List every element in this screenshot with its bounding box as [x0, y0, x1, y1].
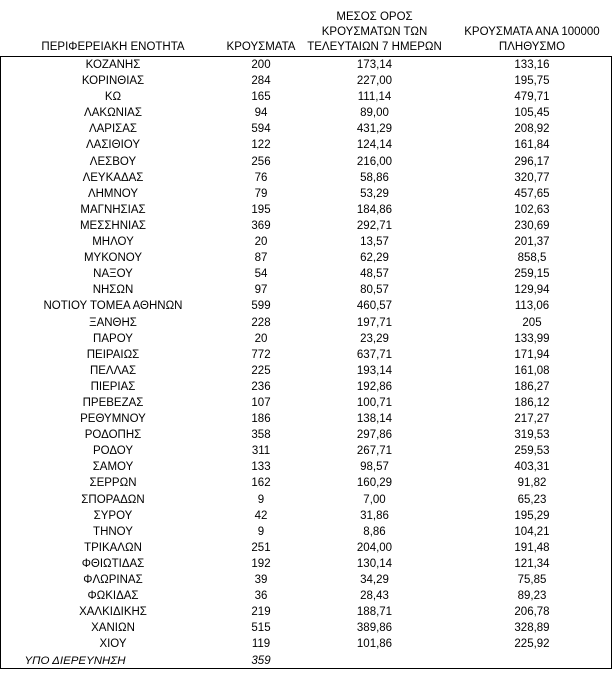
cell-cases: 228 — [251, 316, 271, 329]
cell-cases: 119 — [251, 638, 271, 651]
cell-avg: 188,71 — [356, 606, 393, 619]
cell-avg: 292,71 — [356, 219, 393, 232]
header-avg-line-3: ΤΕΛΕΥΤΑΙΩΝ 7 ΗΜΕΡΩΝ — [307, 41, 442, 53]
cell-cases: 133 — [251, 461, 271, 474]
cell-avg: 192,86 — [356, 380, 393, 393]
table-row — [0, 427, 615, 443]
cell-region: ΞΑΝΘΗΣ — [89, 316, 137, 329]
table-row — [0, 572, 615, 588]
cell-avg: 297,86 — [356, 429, 393, 442]
cell-cases: 219 — [251, 606, 271, 619]
cell-region: ΚΟΡΙΝΘΙΑΣ — [81, 75, 145, 88]
cell-cases: 599 — [251, 300, 271, 313]
cell-avg: 173,14 — [356, 59, 393, 71]
cell-cases: 20 — [254, 236, 268, 249]
table-body — [0, 57, 615, 652]
table-row — [0, 315, 615, 331]
cell-avg: 184,86 — [356, 203, 393, 216]
cell-avg: 216,00 — [356, 155, 393, 168]
cell-avg: 62,29 — [360, 252, 389, 265]
cell-cases: 594 — [251, 123, 271, 136]
cell-region: ΛΑΚΩΝΙΑΣ — [84, 107, 142, 120]
header-avg-line-2: ΚΡΟΥΣΜΑΤΩΝ ΤΩΝ — [321, 26, 428, 38]
cell-region: ΧΙΟΥ — [99, 638, 127, 651]
cell-region: ΡΟΔΟΥ — [92, 445, 134, 458]
cell-per: 161,84 — [514, 139, 550, 152]
cell-avg: 138,14 — [356, 413, 393, 426]
cell-cases: 162 — [251, 477, 271, 490]
cell-region: ΛΑΣΙΘΙΟΥ — [85, 139, 141, 152]
cell-per: 296,17 — [514, 155, 550, 168]
table-row — [0, 73, 615, 89]
cell-avg: 53,29 — [360, 187, 389, 200]
cell-per: 195,29 — [514, 509, 550, 522]
table-row — [0, 443, 615, 459]
cell-per: 230,69 — [514, 219, 550, 232]
footer-cases: 359 — [251, 655, 271, 667]
header-per-line-1: ΚΡΟΥΣΜΑΤΑ ΑΝΑ 100000 — [464, 26, 600, 38]
cell-cases: 186 — [251, 413, 271, 426]
cell-cases: 358 — [251, 429, 271, 442]
cell-region: ΜΕΣΣΗΝΙΑΣ — [79, 219, 147, 232]
cell-avg: 80,57 — [360, 284, 389, 297]
table-row — [0, 379, 615, 395]
table-bottom-border — [0, 668, 612, 669]
cell-region: ΛΕΣΒΟΥ — [89, 155, 137, 168]
table-row — [0, 363, 615, 379]
cell-per: 479,71 — [514, 91, 550, 104]
cell-per: 217,27 — [514, 413, 550, 426]
cell-region: ΠΙΕΡΙΑΣ — [90, 380, 136, 393]
table-row — [0, 620, 615, 636]
table-row — [0, 411, 615, 427]
cell-per: 328,89 — [514, 622, 550, 635]
cell-cases: 165 — [251, 91, 271, 104]
cell-per: 133,99 — [514, 332, 550, 345]
cell-region: ΤΗΝΟΥ — [93, 525, 133, 538]
cell-avg: 8,86 — [363, 525, 386, 538]
cell-per: 186,12 — [514, 396, 550, 409]
cell-per: 102,63 — [514, 203, 550, 216]
cell-per: 403,31 — [514, 461, 550, 474]
cell-region: ΛΕΥΚΑΔΑΣ — [82, 171, 144, 184]
cell-region: ΧΑΝΙΩΝ — [91, 622, 135, 635]
table-row — [0, 89, 615, 105]
cell-region: ΦΘΙΩΤΙΔΑΣ — [81, 557, 145, 570]
table-row — [0, 604, 615, 620]
table-row — [0, 298, 615, 314]
cell-per: 129,94 — [514, 284, 550, 297]
cell-cases: 20 — [254, 332, 268, 345]
table-row — [0, 636, 615, 652]
cell-region: ΜΗΛΟΥ — [92, 236, 134, 249]
cell-avg: 124,14 — [356, 139, 393, 152]
table-row — [0, 250, 615, 266]
cell-per: 171,94 — [514, 348, 550, 361]
cell-cases: 311 — [251, 445, 271, 458]
cell-per: 195,75 — [514, 75, 550, 88]
cell-per: 206,78 — [514, 606, 550, 619]
cell-avg: 28,43 — [360, 590, 389, 603]
cell-avg: 100,71 — [356, 396, 393, 409]
cell-avg: 431,29 — [356, 123, 393, 136]
cell-cases: 36 — [254, 590, 268, 603]
header-avg-line-1: ΜΕΣΟΣ ΟΡΟΣ — [336, 11, 413, 23]
cell-region: ΣΑΜΟΥ — [92, 461, 134, 474]
table-row — [0, 475, 615, 491]
table-row — [0, 331, 615, 347]
cell-region: ΧΑΛΚΙΔΙΚΗΣ — [79, 606, 147, 619]
table-row — [0, 186, 615, 202]
cell-cases: 122 — [251, 139, 271, 152]
table-row — [0, 459, 615, 475]
cell-avg: 98,57 — [360, 461, 389, 474]
cell-per: 191,48 — [514, 541, 550, 554]
cell-cases: 236 — [251, 380, 271, 393]
cell-cases: 87 — [254, 252, 268, 265]
cell-per: 259,15 — [514, 268, 550, 281]
table-row — [0, 540, 615, 556]
cell-region: ΠΑΡΟΥ — [93, 332, 133, 345]
cell-cases: 107 — [251, 396, 271, 409]
cell-per: 104,21 — [514, 525, 550, 538]
table-row — [0, 170, 615, 186]
table-row — [0, 234, 615, 250]
cell-region: ΦΛΩΡΙΝΑΣ — [83, 574, 143, 586]
table-row — [0, 137, 615, 153]
cell-region: ΤΡΙΚΑΛΩΝ — [84, 541, 142, 554]
cell-region: ΦΩΚΙΔΑΣ — [87, 590, 139, 603]
cell-cases: 94 — [254, 107, 268, 120]
header-cases-per-100k — [452, 25, 612, 55]
table-row — [0, 508, 615, 524]
table-row — [0, 588, 615, 604]
cell-region: ΠΕΙΡΑΙΩΣ — [86, 348, 140, 361]
cell-avg: 58,86 — [360, 171, 389, 184]
table-row — [0, 266, 615, 282]
cell-region: ΜΑΓΝΗΣΙΑΣ — [80, 203, 146, 216]
cell-region: ΜΥΚΟΝΟΥ — [83, 252, 143, 265]
cell-per: 89,23 — [517, 590, 547, 603]
table-row — [0, 154, 615, 170]
table-row — [0, 218, 615, 234]
table-row — [0, 202, 615, 218]
table-row — [0, 347, 615, 363]
cell-region: ΛΑΡΙΣΑΣ — [88, 123, 138, 136]
cell-per: 457,65 — [514, 187, 550, 200]
cell-region: ΝΟΤΙΟΥ ΤΟΜΕΑ ΑΘΗΝΩΝ — [43, 300, 183, 313]
table-row — [0, 492, 615, 508]
cell-per: 201,37 — [514, 236, 550, 249]
cell-cases: 9 — [257, 525, 265, 538]
header-per-line-2: ΠΛΗΘΥΣΜΟ — [498, 41, 566, 53]
cell-region: ΚΩ — [104, 91, 122, 104]
cell-region: ΣΥΡΟΥ — [93, 509, 133, 522]
footer-row — [0, 653, 300, 669]
cell-avg: 48,57 — [360, 268, 389, 281]
cell-cases: 200 — [251, 59, 271, 71]
cell-avg: 197,71 — [356, 316, 393, 329]
cell-region: ΝΑΞΟΥ — [93, 268, 133, 281]
cell-region: ΠΕΛΛΑΣ — [89, 364, 137, 377]
cell-cases: 192 — [251, 557, 271, 570]
table-row — [0, 282, 615, 298]
cell-per: 320,77 — [514, 171, 550, 184]
cell-cases: 369 — [251, 219, 271, 232]
cell-region: ΛΗΜΝΟΥ — [87, 187, 139, 200]
cell-cases: 97 — [254, 284, 268, 297]
cell-per: 858,5 — [517, 252, 547, 265]
cell-avg: 204,00 — [356, 541, 393, 554]
header-cases: ΚΡΟΥΣΜΑΤΑ — [226, 41, 296, 53]
cell-region: ΠΡΕΒΕΖΑΣ — [82, 396, 144, 409]
cell-per: 91,82 — [517, 477, 547, 490]
cell-cases: 9 — [257, 493, 265, 506]
cell-cases: 772 — [251, 348, 271, 361]
cell-region: ΣΕΡΡΩΝ — [89, 477, 137, 490]
header-avg-7-days — [297, 10, 452, 55]
cell-avg: 34,29 — [360, 574, 389, 586]
cell-per: 113,06 — [514, 300, 550, 313]
table-row — [0, 57, 615, 73]
cell-cases: 54 — [254, 268, 268, 281]
table-header — [0, 0, 615, 57]
cell-avg: 7,00 — [363, 493, 386, 506]
cell-cases: 79 — [254, 187, 268, 200]
cell-cases: 76 — [254, 171, 268, 184]
cell-per: 205 — [522, 316, 542, 329]
cell-avg: 193,14 — [356, 364, 393, 377]
cell-avg: 111,14 — [357, 91, 392, 104]
table-row — [0, 121, 615, 137]
cell-region: ΚΟΖΑΝΗΣ — [85, 59, 141, 71]
cell-avg: 389,86 — [356, 622, 393, 635]
cell-per: 133,16 — [514, 59, 550, 71]
cell-avg: 13,57 — [360, 236, 389, 249]
cell-region: ΝΗΣΩΝ — [92, 284, 134, 297]
cell-avg: 637,71 — [356, 348, 393, 361]
cell-avg: 101,86 — [356, 638, 393, 651]
cell-per: 75,85 — [517, 574, 547, 586]
cell-per: 161,08 — [514, 364, 550, 377]
cell-per: 65,23 — [517, 493, 547, 506]
cell-region: ΡΕΘΥΜΝΟΥ — [80, 413, 146, 426]
cell-avg: 130,14 — [356, 557, 393, 570]
table-row — [0, 395, 615, 411]
cell-region: ΡΟΔΟΠΗΣ — [84, 429, 142, 442]
cell-avg: 160,29 — [356, 477, 393, 490]
cell-avg: 460,57 — [356, 300, 393, 313]
cell-cases: 195 — [251, 203, 271, 216]
cell-per: 319,53 — [514, 429, 550, 442]
cell-per: 121,34 — [514, 557, 550, 570]
cell-per: 208,92 — [514, 123, 550, 136]
cell-per: 259,53 — [514, 445, 550, 458]
cell-avg: 23,29 — [360, 332, 389, 345]
cell-avg: 31,86 — [360, 509, 389, 522]
cell-avg: 267,71 — [356, 445, 393, 458]
cell-per: 225,92 — [514, 638, 550, 651]
cell-region: ΣΠΟΡΑΔΩΝ — [81, 493, 145, 506]
cell-cases: 284 — [251, 75, 271, 88]
cell-avg: 89,00 — [360, 107, 389, 120]
cell-cases: 256 — [251, 155, 271, 168]
table-row — [0, 524, 615, 540]
cell-per: 186,27 — [514, 380, 550, 393]
cell-cases: 42 — [254, 509, 268, 522]
table-row — [0, 105, 615, 121]
cell-cases: 251 — [251, 541, 271, 554]
cell-avg: 227,00 — [356, 75, 393, 88]
cell-cases: 39 — [254, 574, 268, 586]
table-row — [0, 556, 615, 572]
footer-label: ΥΠΟ ΔΙΕΡΕΥΝΗΣΗ — [24, 655, 126, 667]
header-region: ΠΕΡΙΦΕΡΕΙΑΚΗ ΕΝΟΤΗΤΑ — [41, 41, 185, 53]
cell-cases: 225 — [251, 364, 271, 377]
cell-per: 105,45 — [514, 107, 550, 120]
cell-cases: 515 — [251, 622, 271, 635]
